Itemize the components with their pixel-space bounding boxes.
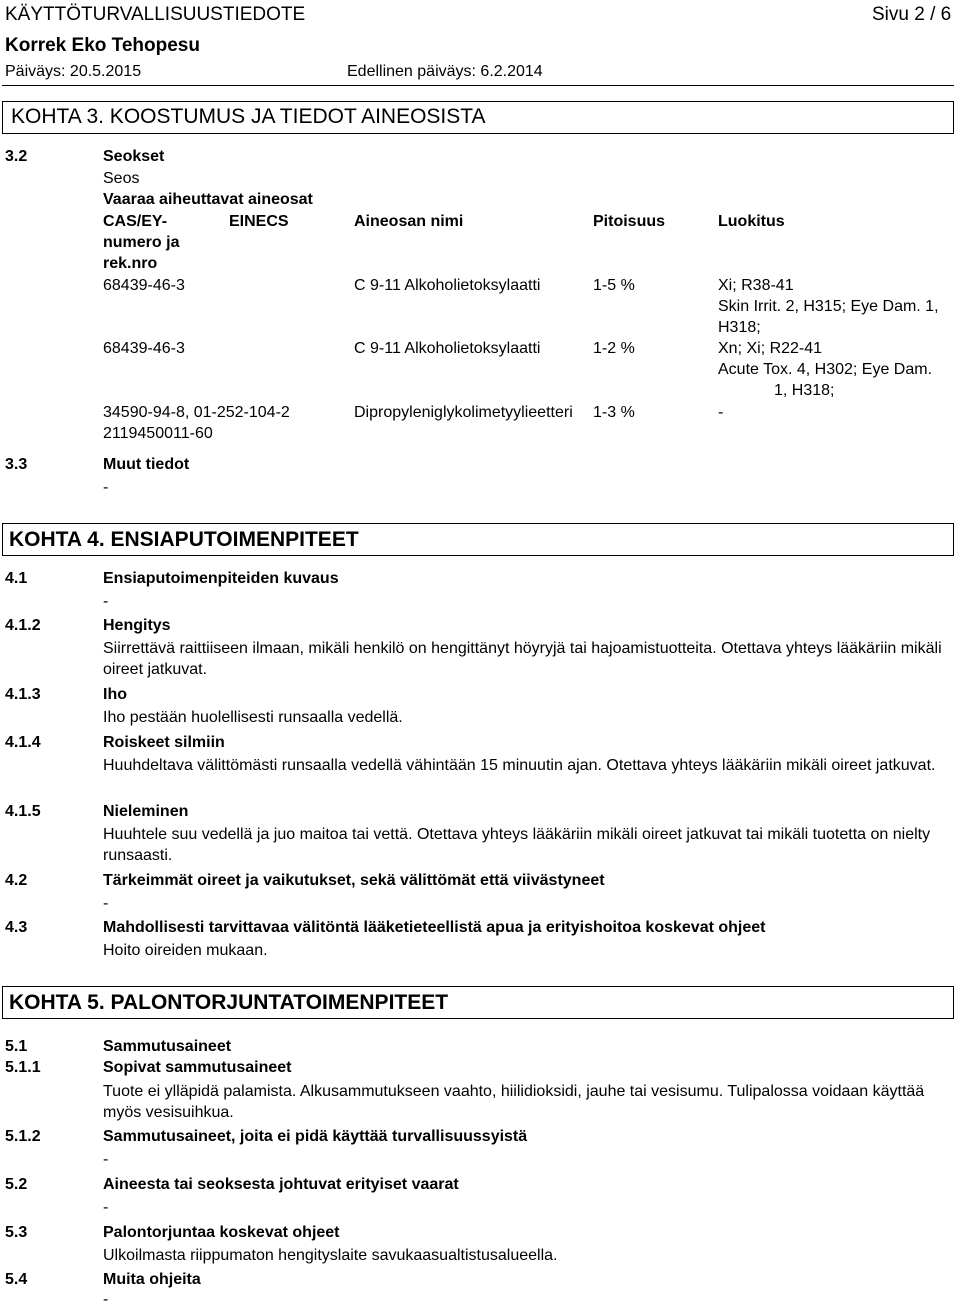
section-3-title: KOHTA 3. KOOSTUMUS JA TIEDOT AINEOSISTA bbox=[11, 105, 486, 128]
component-name: C 9-11 Alkoholietoksylaatti bbox=[354, 277, 541, 294]
document-date: Päiväys: 20.5.2015 bbox=[5, 63, 142, 80]
section-3-header bbox=[2, 101, 954, 134]
mixture-text: Seos bbox=[103, 170, 140, 187]
concentration: 1-5 % bbox=[593, 277, 635, 294]
header-divider bbox=[2, 85, 954, 86]
subsection-text: - bbox=[103, 479, 109, 496]
classification: Xn; Xi; R22-41 Acute Tox. 4, H302; Eye Dam. 1, H318; bbox=[718, 340, 933, 399]
column-header-concentration: Pitoisuus bbox=[593, 213, 666, 230]
component-name: Dipropyleniglykolimetyylieetteri bbox=[354, 404, 573, 421]
page-number: Sivu 2 / 6 bbox=[872, 4, 952, 25]
section-4-header bbox=[2, 523, 954, 556]
cas-number: 68439-46-3 bbox=[103, 340, 185, 357]
document-title: KÄYTTÖTURVALLISUUSTIEDOTE bbox=[5, 4, 306, 25]
concentration: 1-2 % bbox=[593, 340, 635, 357]
section-4-title: KOHTA 4. ENSIAPUTOIMENPITEET bbox=[9, 528, 359, 551]
subsection-number: 3.2 bbox=[5, 148, 28, 165]
subsection-title: Muut tiedot bbox=[103, 456, 190, 473]
cas-number: 68439-46-3 bbox=[103, 277, 185, 294]
concentration: 1-3 % bbox=[593, 404, 635, 421]
column-header-name: Aineosan nimi bbox=[354, 213, 464, 230]
section-5-header bbox=[2, 986, 954, 1019]
section-5-title: KOHTA 5. PALONTORJUNTATOIMENPITEET bbox=[9, 991, 449, 1014]
subsection-title: Seokset bbox=[103, 148, 165, 165]
hazardous-components-label: Vaaraa aiheuttavat aineosat bbox=[103, 191, 313, 208]
classification: - bbox=[718, 404, 724, 421]
previous-date: Edellinen päiväys: 6.2.2014 bbox=[347, 63, 543, 80]
column-header-classification: Luokitus bbox=[718, 213, 785, 230]
subsection-number: 3.3 bbox=[5, 456, 28, 473]
company-name: Korrek Eko Tehopesu bbox=[5, 35, 200, 56]
component-name: C 9-11 Alkoholietoksylaatti bbox=[354, 340, 541, 357]
classification: Xi; R38-41 Skin Irrit. 2, H315; Eye Dam. 1, H318; bbox=[718, 277, 939, 336]
cas-number: 34590-94-8, 01-252-104-2 2119450011-60 bbox=[103, 404, 290, 442]
column-header-cas: CAS/EY- numero ja rek.nro bbox=[103, 213, 180, 272]
column-header-einecs: EINECS bbox=[229, 213, 289, 230]
